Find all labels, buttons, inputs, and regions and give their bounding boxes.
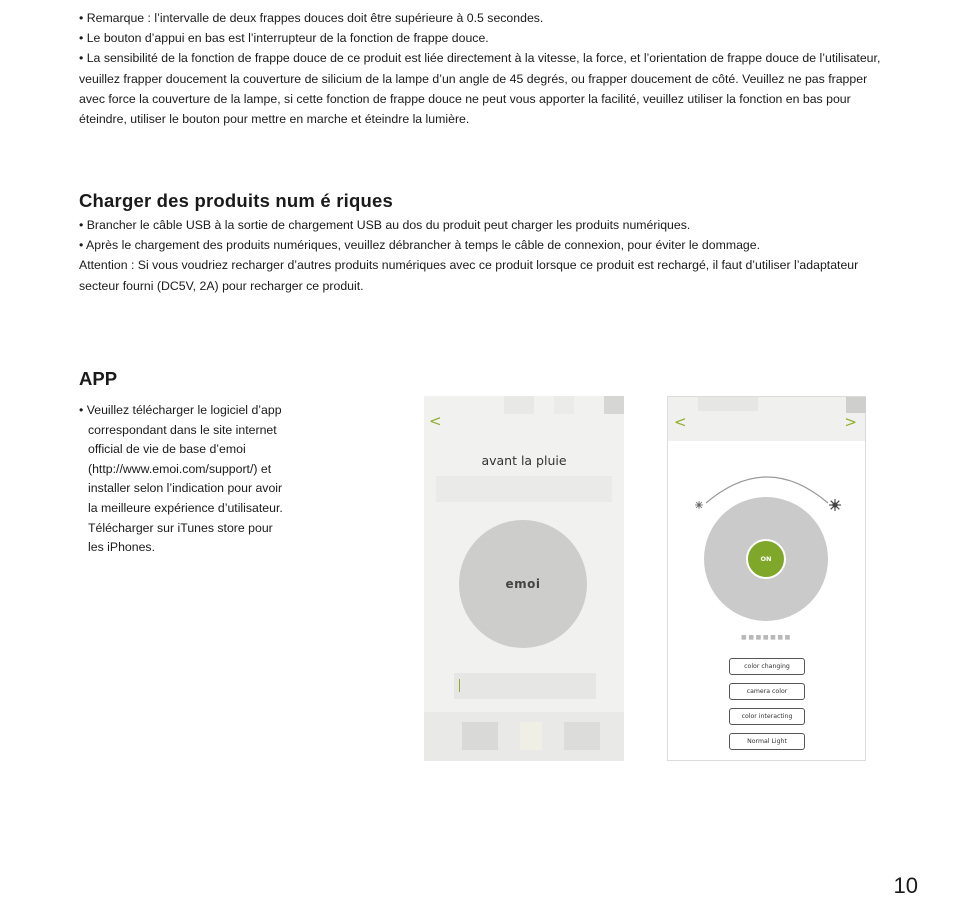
lamp-control-circle bbox=[704, 497, 828, 621]
app-screenshot-home bbox=[424, 396, 624, 761]
back-button[interactable]: < bbox=[429, 412, 442, 430]
status-bar bbox=[424, 396, 624, 414]
bottom-tab-bar bbox=[424, 712, 624, 761]
sun-small-icon bbox=[695, 501, 703, 509]
charging-unplug: • Après le chargement des produits numériques, veuillez débrancher à temps le câble de connexion, pour éviter le dommage. bbox=[79, 238, 761, 253]
color-interacting-button[interactable]: color interacting bbox=[729, 708, 805, 725]
lamp-control-circle[interactable] bbox=[459, 520, 587, 648]
page-number: 10 bbox=[893, 873, 918, 898]
brand-logo: emoi bbox=[505, 577, 541, 591]
charging-attention: Attention : Si vous voudriez recharger d’autres produits numériques avec ce produit lorsque ce produit est rechargé, il faut d’utiliser l’adaptateur secteur fourni (DC5V, 2A) pour recharger ce produit. bbox=[79, 258, 859, 293]
info-bar bbox=[436, 476, 612, 502]
text-cursor bbox=[459, 679, 460, 692]
mode-caption: ■■■■■■■ bbox=[741, 634, 792, 641]
app-screenshot-control bbox=[667, 396, 866, 761]
normal-light-button[interactable]: Normal Light bbox=[729, 733, 805, 750]
tab-icon[interactable] bbox=[462, 722, 498, 750]
app-heading: APP bbox=[79, 368, 118, 389]
tab-icon[interactable] bbox=[520, 722, 542, 750]
note-sensitivity: • La sensibilité de la fonction de frappe douce de ce produit est liée directement à la vitesse, la force, et l’orientation de frappe douce de l’utilisateur, veuillez frapper doucement la couverture de silicium de la lampe d’un angle de 45 degrés, ou frapper doucement de côté. Veuillez ne pas frapper avec force la couverture de la lampe, si cette fonction de frappe douce ne peut vous apporter la facilité, veuillez utiliser la fonction en bas pour éteindre, utiliser le bouton pour mettre en marche et éteindre la lumière. bbox=[79, 51, 881, 127]
note-interval: • Remarque : l’intervalle de deux frappes douces doit être supérieure à 0.5 secondes. bbox=[79, 11, 544, 25]
app-line: Télécharger sur iTunes store pour bbox=[88, 520, 273, 535]
sun-large-icon bbox=[829, 499, 841, 511]
app-line: la meilleure expérience d’utilisateur. bbox=[88, 500, 283, 515]
power-on-button[interactable]: ON bbox=[746, 539, 786, 579]
app-line: official de vie de base d’emoi bbox=[88, 442, 246, 457]
weather-title: avant la pluie bbox=[481, 453, 567, 468]
app-line: • Veuillez télécharger le logiciel d’app bbox=[79, 403, 282, 417]
app-line: les iPhones. bbox=[88, 540, 155, 555]
app-line: correspondant dans le site internet bbox=[88, 422, 277, 437]
app-line: (http://www.emoi.com/support/) et bbox=[88, 461, 272, 476]
app-description bbox=[79, 401, 369, 558]
back-button[interactable]: < bbox=[674, 413, 687, 431]
charging-heading: Charger des produits num é riques bbox=[79, 190, 393, 211]
camera-color-button[interactable]: camera color bbox=[729, 683, 805, 700]
charging-section bbox=[79, 215, 894, 296]
intro-section bbox=[79, 8, 894, 129]
color-changing-button[interactable]: color changing bbox=[729, 658, 805, 675]
forward-button[interactable]: > bbox=[844, 413, 857, 431]
app-line: installer selon l’indication pour avoir bbox=[88, 481, 283, 496]
tab-icon[interactable] bbox=[564, 722, 600, 750]
text-input[interactable] bbox=[454, 673, 596, 699]
app-header bbox=[668, 397, 865, 441]
note-button: • Le bouton d’appui en bas est l’interrupteur de la fonction de frappe douce. bbox=[79, 31, 489, 46]
charging-usb: • Brancher le câble USB à la sortie de chargement USB au dos du produit peut charger les produits numériques. bbox=[79, 218, 691, 232]
